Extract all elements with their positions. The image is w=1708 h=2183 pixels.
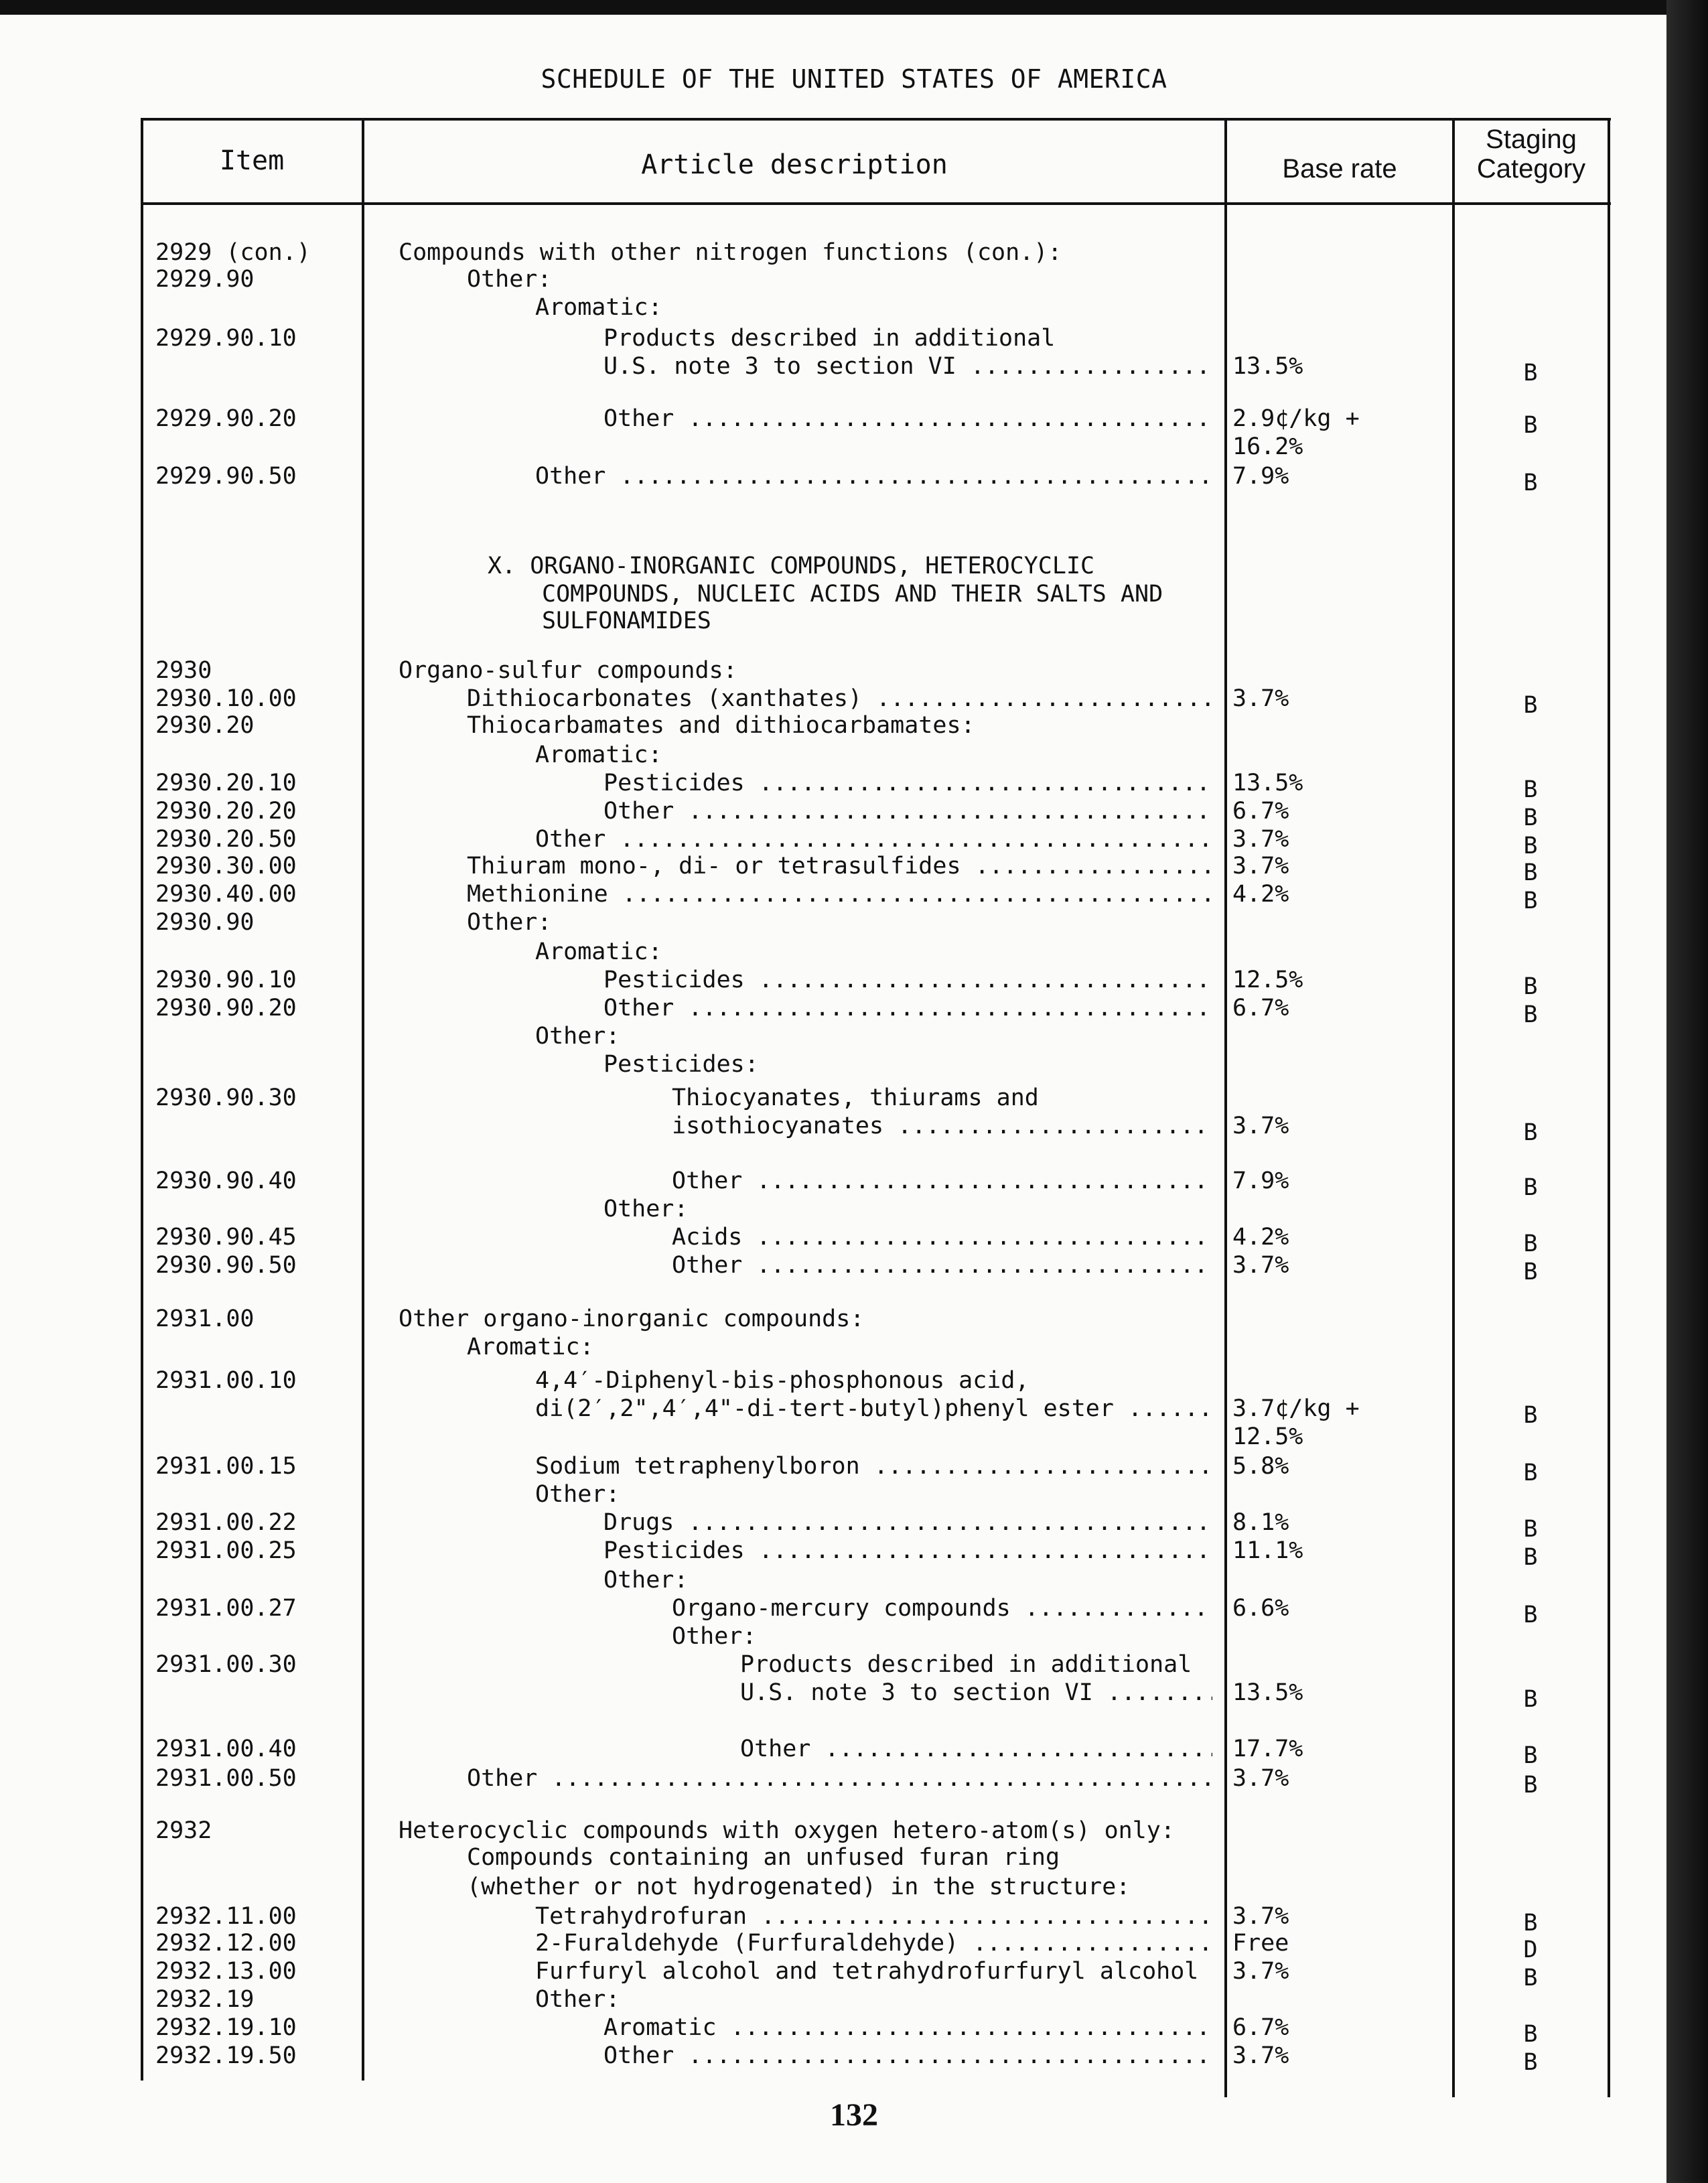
staging-category: B — [1523, 804, 1538, 831]
article-description: 2-Furaldehyde (Furfuraldehyde) ..... — [535, 1929, 1212, 1957]
base-rate: 6.7% — [1232, 995, 1289, 1022]
article-description: Furfuryl alcohol and tetrahydrofurfuryl alcohol ..... — [535, 1957, 1212, 1985]
item-code: 2932.19.10 — [155, 2014, 297, 2041]
item-code: 2930.40.00 — [155, 881, 297, 908]
article-description: Thiuram mono-, di- or tetrasulfides ..... — [467, 852, 1212, 880]
table-row — [0, 1679, 1654, 1713]
article-description: Pesticides ..... — [603, 1537, 1212, 1565]
table-row — [0, 1195, 1654, 1223]
base-rate: 8.1% — [1232, 1509, 1289, 1536]
item-code: 2930.30.00 — [155, 853, 297, 879]
base-rate: 3.7% — [1232, 1252, 1289, 1279]
table-row — [0, 1112, 1654, 1146]
item-code: 2930.20 — [155, 712, 255, 739]
table-row — [0, 2042, 1654, 2076]
table-row — [0, 825, 1654, 859]
staging-category: B — [1523, 1516, 1538, 1543]
article-description: Methionine ..... — [467, 880, 1212, 908]
item-code: 2929.90.20 — [155, 405, 297, 432]
table-row — [0, 908, 1654, 936]
staging-category: B — [1523, 973, 1538, 1000]
page-title: SCHEDULE OF THE UNITED STATES OF AMERICA — [541, 64, 1167, 94]
staging-category: B — [1523, 859, 1538, 886]
base-rate: 6.7% — [1232, 798, 1289, 825]
base-rate: 2.9¢/kg + — [1232, 405, 1360, 432]
article-description: Other ..... — [603, 2042, 1212, 2070]
table-row — [0, 293, 1654, 322]
table-row — [0, 1929, 1654, 1963]
article-description: Aromatic: — [535, 294, 662, 321]
header-base-rate: Base rate — [1282, 154, 1397, 184]
article-description: Other: — [672, 1623, 757, 1650]
table-row — [0, 607, 1654, 635]
article-description: COMPOUNDS, NUCLEIC ACIDS AND THEIR SALTS AND — [542, 581, 1163, 608]
table-row — [0, 405, 1654, 439]
table-row — [0, 994, 1654, 1028]
article-description: Products described in additional — [603, 325, 1056, 352]
base-rate: 3.7% — [1232, 2042, 1289, 2069]
base-rate: 7.9% — [1232, 463, 1289, 490]
item-code: 2929.90.10 — [155, 325, 297, 352]
table-row — [0, 1333, 1654, 1361]
article-description: Compounds containing an unfused furan ring — [467, 1844, 1060, 1871]
article-description: Aromatic: — [535, 938, 662, 965]
article-description: Other: — [535, 1481, 620, 1508]
staging-category: B — [1523, 360, 1538, 386]
base-rate: 3.7% — [1232, 685, 1289, 712]
base-rate: 3.7% — [1232, 1958, 1289, 1985]
table-row — [0, 552, 1654, 580]
article-description: Drugs ..... — [603, 1508, 1212, 1537]
header-staging-line2: Category — [1476, 154, 1586, 184]
table-row — [0, 1480, 1654, 1508]
staging-category: B — [1523, 470, 1538, 496]
article-description: Other ..... — [535, 462, 1212, 490]
article-description: Other ..... — [740, 1735, 1212, 1763]
table-row — [0, 711, 1654, 740]
table-row — [0, 1395, 1654, 1429]
base-rate: 3.7% — [1232, 826, 1289, 853]
staging-category: B — [1523, 1965, 1538, 1991]
article-description: Aromatic: — [467, 1334, 594, 1360]
item-code: 2930.20.20 — [155, 798, 297, 825]
table-row — [0, 880, 1654, 914]
header-item: Item — [219, 145, 285, 176]
article-description: Organo-sulfur compounds: — [399, 657, 737, 684]
staging-category: B — [1523, 1259, 1538, 1285]
scan-top-edge — [0, 0, 1708, 15]
item-code: 2931.00.40 — [155, 1736, 297, 1762]
staging-category: B — [1523, 833, 1538, 859]
article-description: isothiocyanates ..... — [672, 1112, 1212, 1140]
table-row — [0, 1508, 1654, 1543]
table-row — [0, 1084, 1654, 1112]
article-description: Compounds with other nitrogen functions (con.): — [399, 239, 1062, 266]
table-row — [0, 1566, 1654, 1594]
article-description: SULFONAMIDES — [542, 608, 711, 634]
item-code: 2932.11.00 — [155, 1903, 297, 1930]
staging-category: B — [1523, 1230, 1538, 1257]
item-code: 2931.00.50 — [155, 1765, 297, 1792]
table-row — [0, 852, 1654, 886]
base-rate: 12.5% — [1232, 967, 1303, 993]
base-rate: 13.5% — [1232, 770, 1303, 796]
header-staging — [1455, 125, 1608, 184]
article-description: Dithiocarbonates (xanthates) ..... — [467, 685, 1212, 713]
article-description: Other: — [467, 909, 552, 936]
item-code: 2930.90.10 — [155, 967, 297, 993]
base-rate: 6.7% — [1232, 2014, 1289, 2041]
header-staging-line1: Staging — [1486, 125, 1577, 154]
article-description: Pesticides ..... — [603, 769, 1212, 797]
staging-category: B — [1523, 412, 1538, 439]
item-code: 2932.13.00 — [155, 1958, 297, 1985]
staging-category: B — [1523, 1402, 1538, 1429]
staging-category: B — [1523, 2049, 1538, 2076]
article-description: Other: — [603, 1196, 689, 1222]
item-code: 2930.90.45 — [155, 1224, 297, 1251]
staging-category: B — [1523, 1686, 1538, 1713]
article-description: Heterocyclic compounds with oxygen hetero-atom(s) only: — [399, 1817, 1175, 1844]
article-description: Other ..... — [603, 994, 1212, 1022]
base-rate: Free — [1232, 1930, 1289, 1957]
base-rate: 3.7% — [1232, 1765, 1289, 1792]
item-code: 2932 — [155, 1817, 212, 1844]
table-row — [0, 769, 1654, 803]
article-description: Thiocarbamates and dithiocarbamates: — [467, 712, 975, 739]
article-description: Aromatic ..... — [603, 2014, 1212, 2042]
item-code: 2930 — [155, 657, 212, 684]
staging-category: B — [1523, 692, 1538, 719]
base-rate: 3.7% — [1232, 1903, 1289, 1930]
article-description: U.S. note 3 to section VI ..... — [740, 1679, 1212, 1707]
base-rate: 13.5% — [1232, 353, 1303, 380]
table-row — [0, 238, 1654, 267]
staging-category: B — [1523, 1910, 1538, 1936]
base-rate: 4.2% — [1232, 881, 1289, 908]
table-row — [0, 265, 1654, 293]
item-code: 2931.00.27 — [155, 1595, 297, 1622]
table-row — [0, 797, 1654, 831]
base-rate: 17.7% — [1232, 1736, 1303, 1762]
base-rate: 11.1% — [1232, 1537, 1303, 1564]
item-code: 2931.00 — [155, 1306, 255, 1332]
article-description: Other ..... — [535, 825, 1212, 853]
base-rate: 3.7% — [1232, 1113, 1289, 1139]
table-row — [0, 1622, 1654, 1650]
table-row — [0, 1594, 1654, 1628]
base-rate: 5.8% — [1232, 1453, 1289, 1480]
article-description: Other: — [603, 1567, 689, 1594]
table-row — [0, 1764, 1654, 1799]
base-rate: 4.2% — [1232, 1224, 1289, 1251]
staging-category: B — [1523, 1119, 1538, 1146]
table-row — [0, 966, 1654, 1000]
table-row — [0, 1423, 1654, 1451]
staging-category: B — [1523, 1742, 1538, 1769]
staging-category: B — [1523, 1544, 1538, 1571]
table-row — [0, 1735, 1654, 1769]
article-description: Aromatic: — [535, 742, 662, 768]
header-description: Article description — [641, 149, 948, 180]
article-description: Tetrahydrofuran ..... — [535, 1902, 1212, 1930]
article-description: X. ORGANO-INORGANIC COMPOUNDS, HETEROCYCLIC — [488, 553, 1095, 579]
article-description: Other ..... — [467, 1764, 1212, 1792]
table-row — [0, 1452, 1654, 1486]
staging-category: B — [1523, 776, 1538, 803]
article-description: U.S. note 3 to section VI ..... — [603, 352, 1212, 380]
item-code: 2932.19.50 — [155, 2042, 297, 2069]
base-rate: 12.5% — [1232, 1423, 1303, 1450]
table-row — [0, 433, 1654, 461]
article-description: Organo-mercury compounds ..... — [672, 1594, 1212, 1622]
article-description: Other organo-inorganic compounds: — [399, 1306, 865, 1332]
article-description: Other: — [535, 1986, 620, 2013]
item-code: 2931.00.30 — [155, 1651, 297, 1678]
table-row — [0, 1050, 1654, 1078]
article-description: di(2′,2",4′,4"-di-tert-butyl)phenyl ester ..... — [535, 1395, 1212, 1423]
article-description: Other: — [535, 1023, 620, 1050]
item-code: 2929.90.50 — [155, 463, 297, 490]
staging-category: B — [1523, 1602, 1538, 1628]
table-row — [0, 1902, 1654, 1936]
table-row — [0, 2014, 1654, 2048]
staging-category: B — [1523, 2021, 1538, 2048]
base-rate: 3.7% — [1232, 853, 1289, 879]
article-description: Other ..... — [603, 797, 1212, 825]
table-row — [0, 1817, 1654, 1845]
table-row — [0, 462, 1654, 496]
base-rate: 7.9% — [1232, 1168, 1289, 1194]
page-number: 132 — [830, 2097, 878, 2133]
article-description: Other: — [467, 266, 552, 293]
item-code: 2930.20.50 — [155, 826, 297, 853]
table-row — [0, 938, 1654, 966]
item-code: 2932.19 — [155, 1986, 255, 2013]
item-code: 2929 (con.) — [155, 239, 311, 266]
table-row — [0, 1985, 1654, 2014]
table-row — [0, 1843, 1654, 1872]
table-row — [0, 1167, 1654, 1201]
staging-category: B — [1523, 1460, 1538, 1486]
table-row — [0, 1022, 1654, 1050]
item-code: 2930.90.50 — [155, 1252, 297, 1279]
table-row — [0, 1873, 1654, 1901]
staging-category: B — [1523, 888, 1538, 914]
item-code: 2929.90 — [155, 266, 255, 293]
staging-category: B — [1523, 1772, 1538, 1799]
table-row — [0, 580, 1654, 608]
item-code: 2931.00.22 — [155, 1509, 297, 1536]
article-description: Acids ..... — [672, 1223, 1212, 1251]
article-description: Thiocyanates, thiurams and — [672, 1084, 1039, 1111]
table-row — [0, 685, 1654, 719]
table-row — [0, 1366, 1654, 1395]
base-rate: 16.2% — [1232, 433, 1303, 460]
article-description: (whether or not hydrogenated) in the structure: — [467, 1874, 1131, 1900]
item-code: 2930.20.10 — [155, 770, 297, 796]
table-row — [0, 1305, 1654, 1333]
staging-category: D — [1523, 1936, 1538, 1963]
table-row — [0, 741, 1654, 769]
item-code: 2930.90 — [155, 909, 255, 936]
article-description: Pesticides: — [603, 1051, 759, 1078]
item-code: 2932.12.00 — [155, 1930, 297, 1957]
table-row — [0, 1251, 1654, 1285]
table-row — [0, 1957, 1654, 1991]
table-row — [0, 656, 1654, 685]
article-description: 4,4′-Diphenyl-bis-phosphonous acid, — [535, 1367, 1029, 1394]
scan-right-edge — [1666, 0, 1708, 2183]
item-code: 2930.90.40 — [155, 1168, 297, 1194]
article-description: Sodium tetraphenylboron ..... — [535, 1452, 1212, 1480]
article-description: Other ..... — [672, 1167, 1212, 1195]
staging-category: B — [1523, 1001, 1538, 1028]
item-code: 2930.10.00 — [155, 685, 297, 712]
item-code: 2930.90.20 — [155, 995, 297, 1022]
article-description: Other ..... — [603, 405, 1212, 433]
item-code: 2931.00.10 — [155, 1367, 297, 1394]
base-rate: 3.7¢/kg + — [1232, 1395, 1360, 1422]
article-description: Pesticides ..... — [603, 966, 1212, 994]
table-row — [0, 324, 1654, 352]
table-row — [0, 1223, 1654, 1257]
table-row — [0, 1650, 1654, 1679]
base-rate: 13.5% — [1232, 1679, 1303, 1706]
item-code: 2931.00.15 — [155, 1453, 297, 1480]
staging-category: B — [1523, 1174, 1538, 1201]
table-row — [0, 1537, 1654, 1571]
base-rate: 6.6% — [1232, 1595, 1289, 1622]
item-code: 2931.00.25 — [155, 1537, 297, 1564]
item-code: 2930.90.30 — [155, 1084, 297, 1111]
table-row — [0, 352, 1654, 386]
article-description: Other ..... — [672, 1251, 1212, 1279]
article-description: Products described in additional — [740, 1651, 1192, 1678]
